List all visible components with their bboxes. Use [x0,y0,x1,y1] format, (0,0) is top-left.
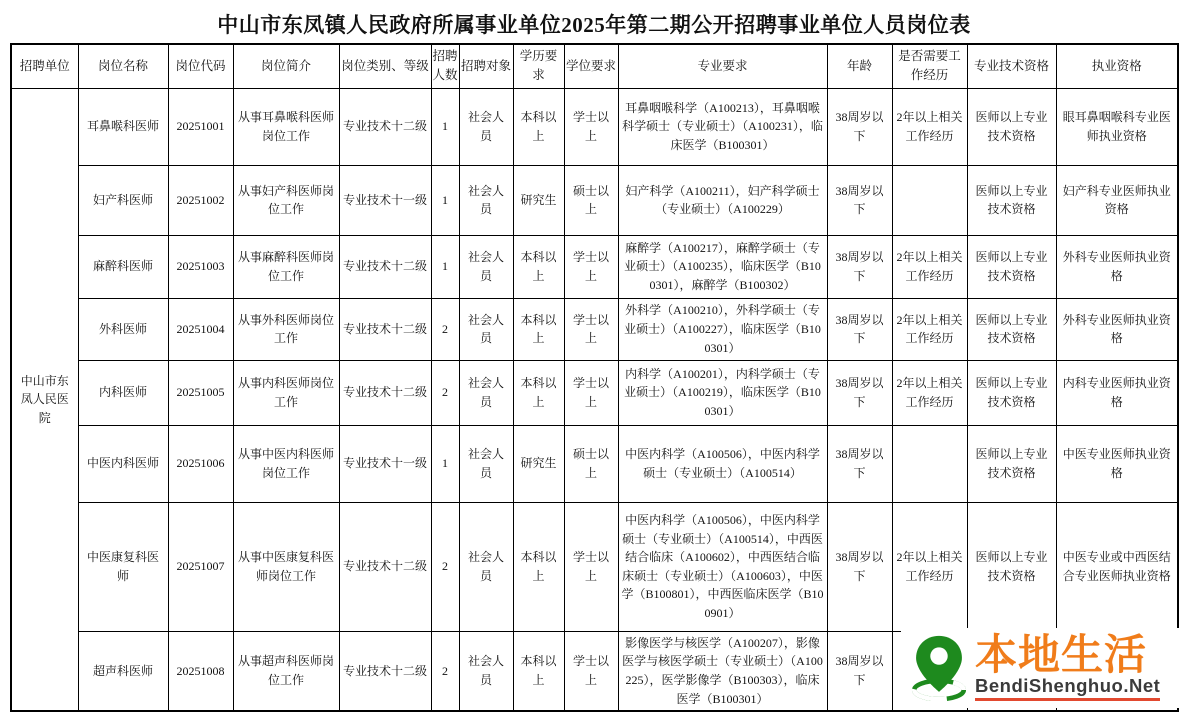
cell-experience: 2年以上相关工作经历 [892,235,967,298]
cell-position-code: 20251002 [168,165,233,235]
cell-category: 专业技术十二级 [339,298,431,360]
cell-education: 本科以上 [513,298,564,360]
col-header-age: 年龄 [827,44,892,88]
cell-target: 社会人员 [459,165,513,235]
cell-age: 38周岁以下 [827,298,892,360]
col-header-position-code: 岗位代码 [168,44,233,88]
cell-experience: 2年以上相关工作经历 [892,298,967,360]
cell-experience [892,165,967,235]
cell-education: 本科以上 [513,631,564,711]
cell-age: 38周岁以下 [827,631,892,711]
cell-tech-qualification: 医师以上专业技术资格 [967,360,1056,425]
cell-position-name: 内科医师 [78,360,168,425]
cell-degree: 硕士以上 [564,425,618,502]
cell-practice-qualification: 中医专业医师执业资格 [1056,425,1178,502]
cell-major: 外科学（A100210），外科学硕士（专业硕士）（A100227），临床医学（B100301） [618,298,827,360]
table-row [11,235,1178,298]
page-title: 中山市东凤镇人民政府所属事业单位2025年第二期公开招聘事业单位人员岗位表 [217,13,971,37]
cell-count: 1 [431,235,459,298]
watermark [901,628,1188,708]
table-row [11,88,1178,165]
cell-major: 中医内科学（A100506），中医内科学硕士（专业硕士）（A100514） [618,425,827,502]
cell-position-name: 耳鼻喉科医师 [78,88,168,165]
cell-practice-qualification: 妇产科专业医师执业资格 [1056,165,1178,235]
watermark-url-text: BendiShenghuo.Net [975,675,1160,701]
table-row [11,298,1178,360]
cell-category: 专业技术十二级 [339,88,431,165]
col-header-experience: 是否需要工作经历 [892,44,967,88]
cell-experience: 2年以上相关工作经历 [892,88,967,165]
cell-practice-qualification: 眼耳鼻咽喉科专业医师执业资格 [1056,88,1178,165]
header-row [11,44,1178,88]
table-row [11,360,1178,425]
cell-experience [892,425,967,502]
cell-age: 38周岁以下 [827,235,892,298]
cell-degree: 学士以上 [564,235,618,298]
col-header-unit: 招聘单位 [11,44,78,88]
col-header-category: 岗位类别、等级 [339,44,431,88]
cell-education: 研究生 [513,425,564,502]
cell-intro: 从事内科医师岗位工作 [233,360,339,425]
cell-count: 1 [431,165,459,235]
col-header-degree: 学位要求 [564,44,618,88]
cell-age: 38周岁以下 [827,425,892,502]
cell-category: 专业技术十一级 [339,425,431,502]
cell-target: 社会人员 [459,88,513,165]
col-header-education: 学历要求 [513,44,564,88]
location-pin-icon [911,635,967,701]
cell-position-code: 20251003 [168,235,233,298]
cell-education: 本科以上 [513,360,564,425]
cell-category: 专业技术十二级 [339,360,431,425]
col-header-major: 专业要求 [618,44,827,88]
col-header-tech-qualification: 专业技术资格 [967,44,1056,88]
cell-intro: 从事中医内科医师岗位工作 [233,425,339,502]
cell-tech-qualification: 医师以上专业技术资格 [967,165,1056,235]
cell-degree: 学士以上 [564,88,618,165]
cell-target: 社会人员 [459,360,513,425]
cell-position-name: 妇产科医师 [78,165,168,235]
cell-age: 38周岁以下 [827,360,892,425]
cell-age: 38周岁以下 [827,165,892,235]
cell-tech-qualification: 医师以上专业技术资格 [967,425,1056,502]
cell-position-name: 中医内科医师 [78,425,168,502]
cell-age: 38周岁以下 [827,88,892,165]
job-positions-table [10,43,1179,712]
cell-experience: 2年以上相关工作经历 [892,502,967,631]
cell-target: 社会人员 [459,502,513,631]
cell-tech-qualification: 医师以上专业技术资格 [967,298,1056,360]
cell-age: 38周岁以下 [827,502,892,631]
cell-position-code: 20251004 [168,298,233,360]
cell-intro: 从事超声科医师岗位工作 [233,631,339,711]
cell-degree: 学士以上 [564,502,618,631]
cell-count: 1 [431,425,459,502]
table-row [11,425,1178,502]
cell-education: 本科以上 [513,88,564,165]
cell-major: 中医内科学（A100506），中医内科学硕士（专业硕士）（A100514），中西医结合临床（A100602），中西医结合临床硕士（专业硕士）（A100603），中医学（B100801），中西医临床医学（B100901） [618,502,827,631]
cell-count: 2 [431,502,459,631]
cell-major: 妇产科学（A100211），妇产科学硕士（专业硕士）（A100229） [618,165,827,235]
cell-position-code: 20251007 [168,502,233,631]
cell-target: 社会人员 [459,298,513,360]
cell-major: 麻醉学（A100217），麻醉学硕士（专业硕士）（A100235），临床医学（B100301），麻醉学（B100302） [618,235,827,298]
cell-count: 2 [431,360,459,425]
cell-target: 社会人员 [459,235,513,298]
col-header-practice-qualification: 执业资格 [1056,44,1178,88]
cell-position-code: 20251006 [168,425,233,502]
cell-count: 2 [431,631,459,711]
cell-major: 内科学（A100201），内科学硕士（专业硕士）（A100219），临床医学（B100301） [618,360,827,425]
cell-practice-qualification: 中医专业或中西医结合专业医师执业资格 [1056,502,1178,631]
cell-tech-qualification: 医师以上专业技术资格 [967,502,1056,631]
col-header-target: 招聘对象 [459,44,513,88]
cell-intro: 从事妇产科医师岗位工作 [233,165,339,235]
cell-intro: 从事中医康复科医师岗位工作 [233,502,339,631]
cell-target: 社会人员 [459,425,513,502]
cell-position-code: 20251008 [168,631,233,711]
cell-position-code: 20251001 [168,88,233,165]
cell-count: 1 [431,88,459,165]
cell-unit: 中山市东凤人民医院 [11,88,78,711]
cell-category: 专业技术十一级 [339,165,431,235]
cell-intro: 从事外科医师岗位工作 [233,298,339,360]
cell-position-code: 20251005 [168,360,233,425]
cell-degree: 学士以上 [564,298,618,360]
cell-category: 专业技术十二级 [339,631,431,711]
cell-education: 本科以上 [513,235,564,298]
cell-experience: 2年以上相关工作经历 [892,360,967,425]
col-header-count: 招聘人数 [431,44,459,88]
cell-degree: 学士以上 [564,360,618,425]
cell-position-name: 中医康复科医师 [78,502,168,631]
cell-education: 本科以上 [513,502,564,631]
cell-target: 社会人员 [459,631,513,711]
watermark-brand-text: 本地生活 [975,631,1148,678]
cell-intro: 从事耳鼻喉科医师岗位工作 [233,88,339,165]
cell-major: 影像医学与核医学（A100207），影像医学与核医学硕士（专业硕士）（A100225），医学影像学（B100303），临床医学（B100301） [618,631,827,711]
table-row [11,502,1178,631]
col-header-intro: 岗位简介 [233,44,339,88]
cell-position-name: 外科医师 [78,298,168,360]
cell-practice-qualification: 内科专业医师执业资格 [1056,360,1178,425]
cell-tech-qualification: 医师以上专业技术资格 [967,235,1056,298]
cell-count: 2 [431,298,459,360]
table-row [11,165,1178,235]
cell-practice-qualification: 外科专业医师执业资格 [1056,298,1178,360]
cell-degree: 学士以上 [564,631,618,711]
cell-category: 专业技术十二级 [339,235,431,298]
cell-position-name: 麻醉科医师 [78,235,168,298]
cell-intro: 从事麻醉科医师岗位工作 [233,235,339,298]
cell-practice-qualification: 外科专业医师执业资格 [1056,235,1178,298]
cell-category: 专业技术十二级 [339,502,431,631]
cell-major: 耳鼻咽喉科学（A100213），耳鼻咽喉科学硕士（专业硕士）（A100231），临床医学（B100301） [618,88,827,165]
cell-tech-qualification: 医师以上专业技术资格 [967,88,1056,165]
cell-degree: 硕士以上 [564,165,618,235]
col-header-position-name: 岗位名称 [78,44,168,88]
cell-position-name: 超声科医师 [78,631,168,711]
cell-education: 研究生 [513,165,564,235]
